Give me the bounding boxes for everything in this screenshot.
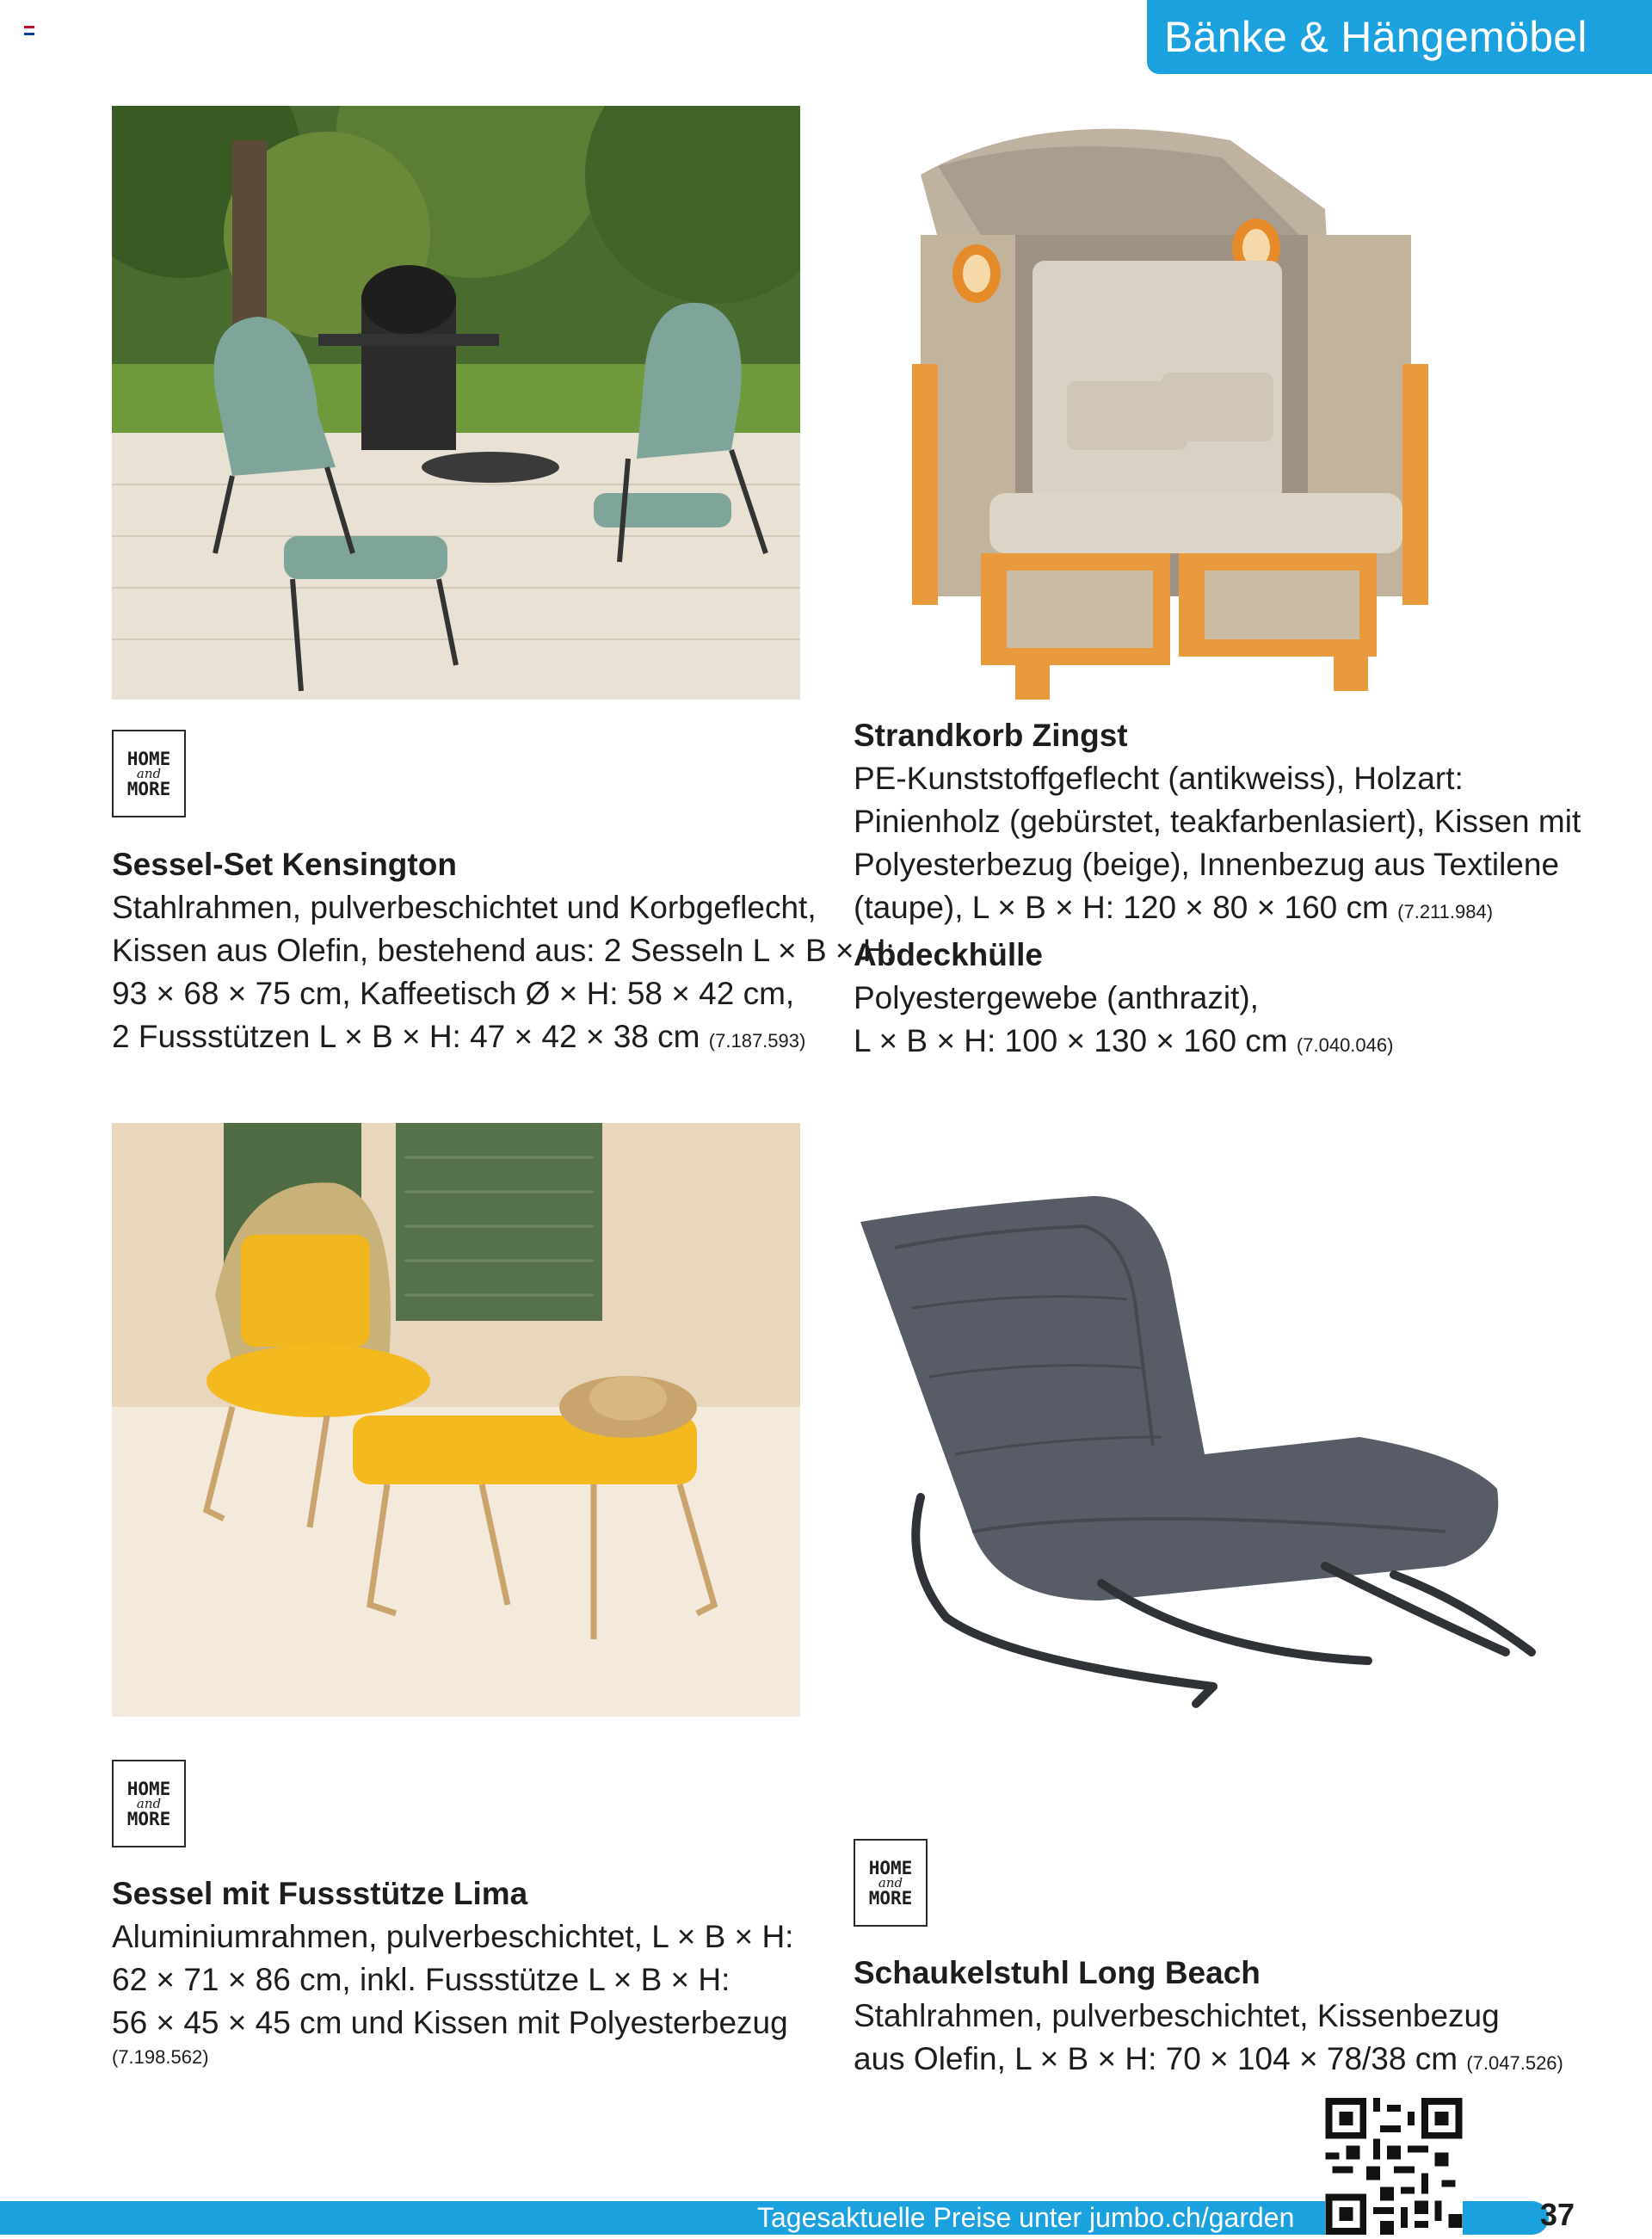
product-description-line: 62 × 71 × 86 cm, inkl. Fussstütze L × B × H: [112,1962,730,1997]
product-long-beach [854,1952,1593,2085]
product-description-line: Aluminiumrahmen, pulverbeschichtet, L × B × H: [112,1919,794,1954]
product-description-line: Pinienholz (gebürstet, teakfarbenlasiert), Kissen mit [854,804,1581,839]
product-description-line: Polyesterbezug (beige), Innenbezug aus Textilene [854,847,1560,882]
home-and-more-logo: HOME and MORE [854,1839,928,1927]
addon-description-line: L × B × H: 100 × 130 × 160 cm (7.040.046) [854,1023,1394,1058]
qr-code-icon[interactable] [1325,2098,1463,2235]
product-title: Schaukelstuhl Long Beach [854,1955,1261,1990]
category-tab: Bänke & Hängemöbel [1147,0,1652,74]
product-photo-strandkorb [886,106,1489,708]
product-description-line: 2 Fussstützen L × B × H: 47 × 42 × 38 cm (7.187.593) [112,1019,806,1054]
article-number: (7.211.984) [1397,901,1494,922]
product-strandkorb [854,714,1593,1067]
product-photo-long-beach [843,1170,1549,1755]
product-title: Strandkorb Zingst [854,718,1128,753]
product-kensington [112,843,895,1063]
product-description-line: 56 × 45 × 45 cm und Kissen mit Polyesterbezug [112,2005,788,2040]
product-description-line: (taupe), L × B × H: 120 × 80 × 160 cm (7.211.984) [854,890,1494,925]
article-number: (7.187.593) [708,1030,806,1052]
page-number: 37 [1540,2197,1575,2232]
product-description-line: Stahlrahmen, pulverbeschichtet, Kissenbezug [854,1998,1500,2033]
product-photo-lima [112,1123,800,1717]
product-photo-kensington [112,106,800,700]
article-number: (7.047.526) [1466,2052,1563,2074]
product-title: Sessel-Set Kensington [112,847,457,882]
addon-description-line: Polyestergewebe (anthrazit), [854,980,1259,1015]
home-and-more-logo: HOME and MORE [112,730,186,817]
footer-price-link[interactable]: Tagesaktuelle Preise unter jumbo.ch/garden [757,2202,1295,2233]
product-title: Sessel mit Fussstütze Lima [112,1876,528,1911]
product-description-line: 93 × 68 × 75 cm, Kaffeetisch Ø × H: 58 × 42 cm, [112,976,795,1011]
home-and-more-logo: HOME and MORE [112,1760,186,1847]
product-description-line: Stahlrahmen, pulverbeschichtet und Korbgeflecht, [112,890,817,925]
article-number: (7.198.562) [112,2046,209,2068]
product-lima [112,1872,817,2070]
product-description-line: PE-Kunststoffgeflecht (antikweiss), Holzart: [854,761,1464,796]
addon-title: Abdeckhülle [854,937,1043,972]
product-description-line: Kissen aus Olefin, bestehend aus: 2 Sesseln L × B × H: [112,933,895,968]
product-description-line: aus Olefin, L × B × H: 70 × 104 × 78/38 cm (7.047.526) [854,2041,1563,2076]
language-flag-icon [24,26,34,34]
article-number: (7.040.046) [1296,1034,1394,1056]
